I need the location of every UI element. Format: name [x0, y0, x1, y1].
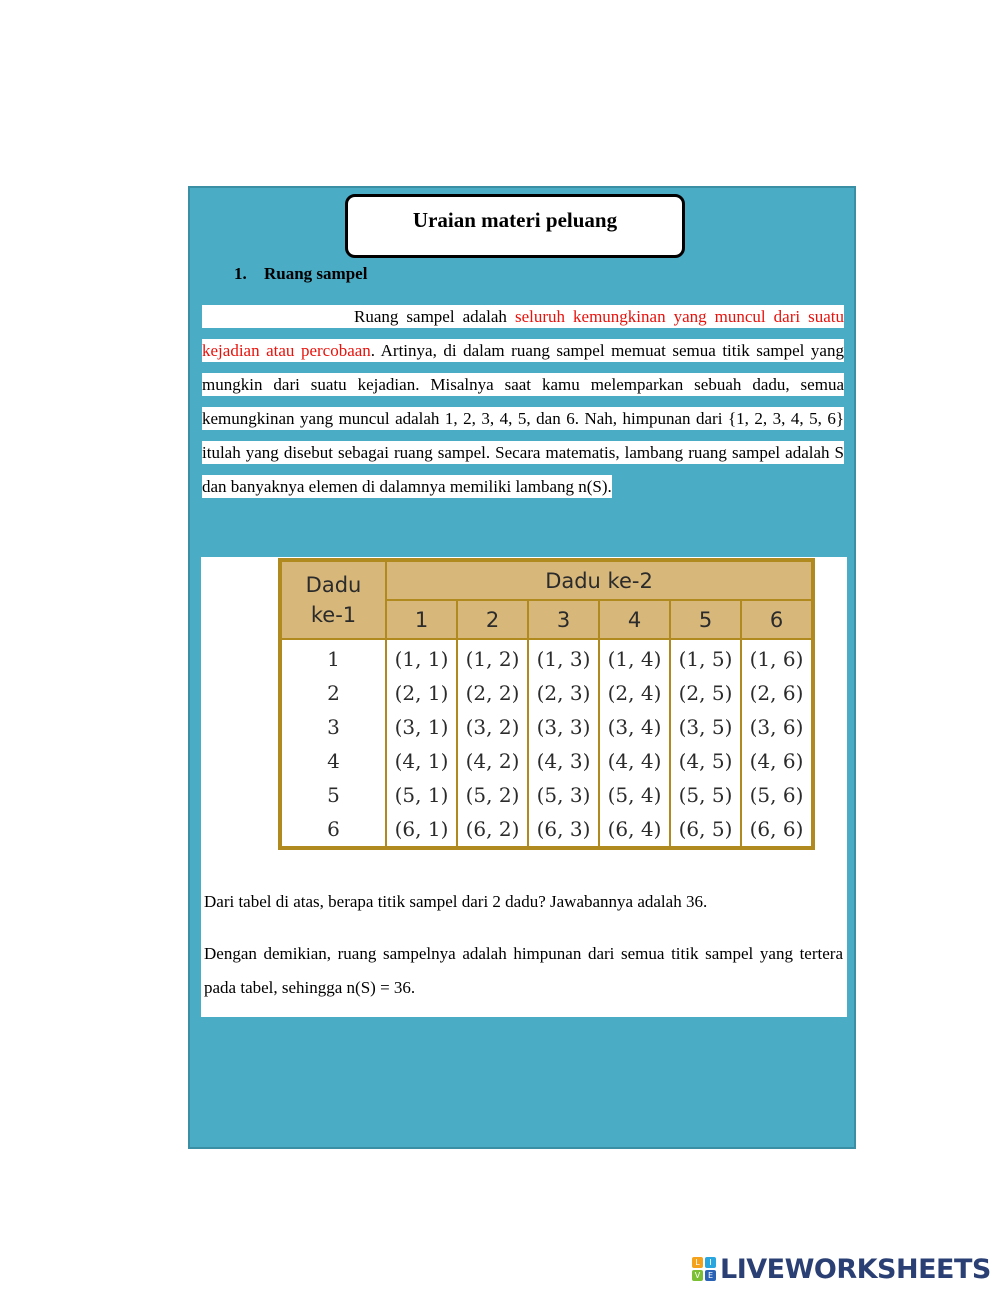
page-title: Uraian materi peluang: [345, 194, 685, 258]
definition-paragraph: [202, 300, 844, 504]
logo-text: LIVEWORKSHEETS: [720, 1253, 991, 1285]
table-cell: (3, 2): [457, 710, 528, 744]
table-cell: (6, 3): [528, 812, 599, 847]
column-header: 6: [741, 600, 812, 639]
question-paragraph: Dari tabel di atas, berapa titik sampel dari 2 dadu? Jawabannya adalah 36.: [204, 892, 708, 911]
group-header: Dadu ke-2: [386, 561, 812, 600]
column-header: 2: [457, 600, 528, 639]
table-cell: (2, 4): [599, 676, 670, 710]
section-label: Ruang sampel: [264, 264, 368, 283]
definition-highlight: seluruh kemungkinan yang muncul dari suatu kejadian atau percobaan: [202, 307, 844, 360]
column-header: 5: [670, 600, 741, 639]
row-label: 6: [281, 812, 386, 847]
liveworksheets-logo[interactable]: [692, 1253, 991, 1285]
table-cell: (4, 1): [386, 744, 457, 778]
row-label: 3: [281, 710, 386, 744]
column-header: 1: [386, 600, 457, 639]
table-row: [281, 710, 812, 744]
table-cell: (6, 2): [457, 812, 528, 847]
table-cell: (5, 2): [457, 778, 528, 812]
table-cell: (4, 6): [741, 744, 812, 778]
table-cell: (3, 5): [670, 710, 741, 744]
table-cell: (4, 4): [599, 744, 670, 778]
sample-space-table: [280, 560, 813, 848]
table-cell: (5, 4): [599, 778, 670, 812]
table-row: [281, 744, 812, 778]
table-cell: (5, 1): [386, 778, 457, 812]
table-row: [281, 639, 812, 676]
table-section: [201, 557, 847, 1017]
table-cell: (2, 5): [670, 676, 741, 710]
table-cell: (5, 6): [741, 778, 812, 812]
row-label: 1: [281, 639, 386, 676]
table-cell: (2, 2): [457, 676, 528, 710]
table-cell: (3, 6): [741, 710, 812, 744]
table-cell: (4, 3): [528, 744, 599, 778]
definition-text-start: Ruang sampel adalah: [354, 307, 515, 326]
table-cell: (2, 1): [386, 676, 457, 710]
corner-line-2: ke-1: [310, 603, 357, 627]
table-cell: (6, 4): [599, 812, 670, 847]
table-cell: (5, 3): [528, 778, 599, 812]
section-heading: [234, 264, 367, 284]
table-cell: (3, 3): [528, 710, 599, 744]
table-cell: (6, 5): [670, 812, 741, 847]
definition-text-rest: . Artinya, di dalam ruang sampel memuat semua titik sampel yang mungkin dari suatu kejadian. Misalnya saat kamu melemparkan sebuah dadu, semua kemungkinan yang muncul adalah 1, 2, 3, 4, 5, dan 6. Nah, himpunan dari {1, 2, 3, 4, 5, 6} itulah yang disebut sebagai ruang sampel. Secara matematis, lambang ruang sampel adalah S dan banyaknya elemen di dalamnya memiliki lambang n(S).: [202, 341, 844, 496]
corner-header: [281, 561, 386, 639]
table-cell: (4, 2): [457, 744, 528, 778]
row-label: 4: [281, 744, 386, 778]
table-cell: (1, 5): [670, 639, 741, 676]
table-cell: (2, 3): [528, 676, 599, 710]
table-cell: (2, 6): [741, 676, 812, 710]
table-row: [281, 812, 812, 847]
table-row: [281, 778, 812, 812]
table-cell: (3, 4): [599, 710, 670, 744]
table-cell: (3, 1): [386, 710, 457, 744]
table-cell: (4, 5): [670, 744, 741, 778]
table-cell: (1, 1): [386, 639, 457, 676]
column-header: 3: [528, 600, 599, 639]
corner-line-1: Dadu: [305, 573, 362, 597]
conclusion-paragraph: Dengan demikian, ruang sampelnya adalah himpunan dari semua titik sampel yang tertera pada tabel, sehingga n(S) = 36.: [204, 944, 843, 997]
column-header: 4: [599, 600, 670, 639]
table-cell: (6, 1): [386, 812, 457, 847]
table-cell: (6, 6): [741, 812, 812, 847]
table-row: [281, 676, 812, 710]
row-label: 5: [281, 778, 386, 812]
logo-tiles-icon: L I V E: [692, 1257, 716, 1281]
table-cell: (5, 5): [670, 778, 741, 812]
content-panel: [188, 186, 856, 1149]
row-label: 2: [281, 676, 386, 710]
table-cell: (1, 2): [457, 639, 528, 676]
table-cell: (1, 3): [528, 639, 599, 676]
table-cell: (1, 4): [599, 639, 670, 676]
table-cell: (1, 6): [741, 639, 812, 676]
section-number: 1.: [234, 264, 247, 283]
